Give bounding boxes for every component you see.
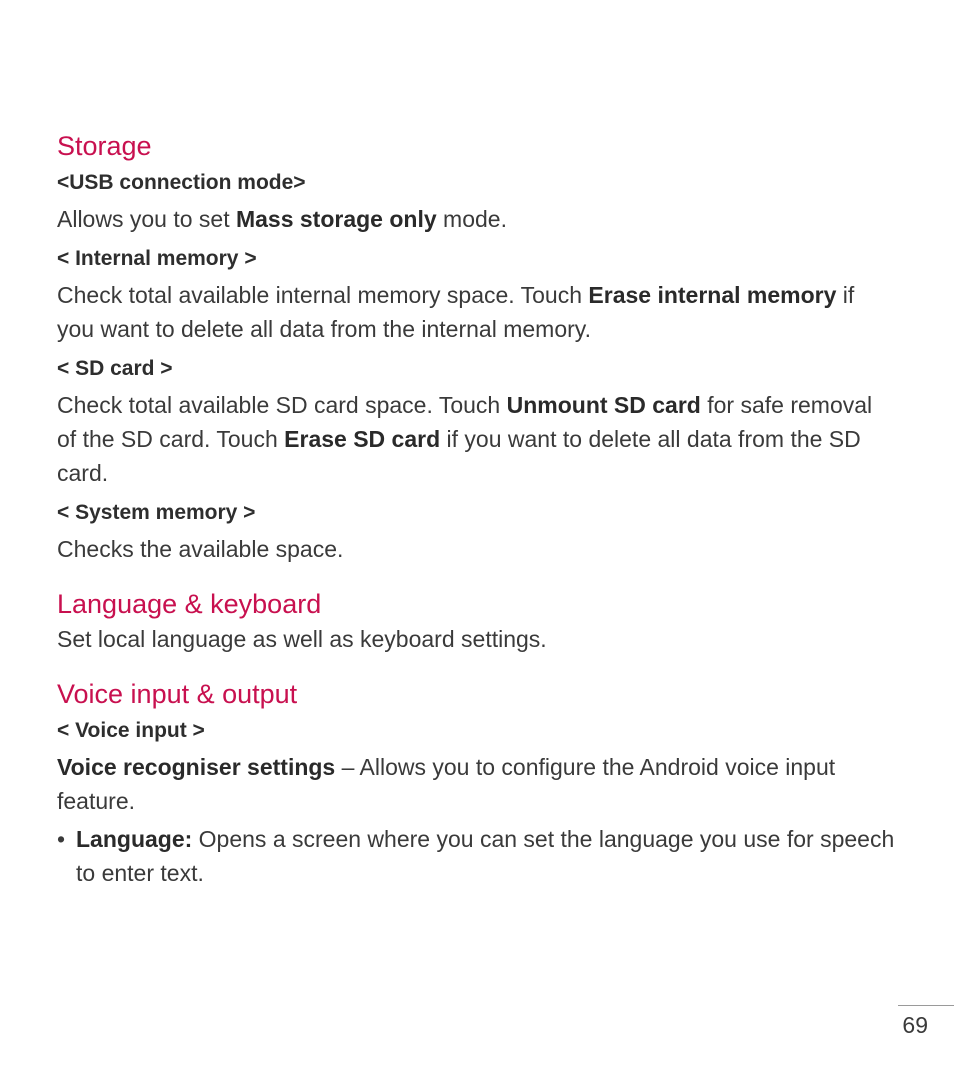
language-bullet-text: Language: Opens a screen where you can set the language you use for speech to enter text. xyxy=(76,826,895,886)
internal-memory-text: Check total available internal memory space. Touch Erase internal memory if you want to delete all data from the internal memory. xyxy=(57,282,855,342)
language-keyboard-title: Language & keyboard xyxy=(57,589,322,619)
manual-page-content xyxy=(57,128,897,890)
language-bullet-item xyxy=(57,822,897,890)
sd-card-heading: < SD card > xyxy=(57,357,173,380)
usb-connection-mode-text: Allows you to set Mass storage only mode. xyxy=(57,206,507,232)
bullet-icon: • xyxy=(57,826,66,852)
storage-title: Storage xyxy=(57,131,152,161)
voice-input-heading: < Voice input > xyxy=(57,719,205,742)
voice-input-output-title: Voice input & output xyxy=(57,679,298,709)
voice-recogniser-text: Voice recogniser settings – Allows you to configure the Android voice input feature. xyxy=(57,754,836,814)
page-number: 69 xyxy=(902,1012,928,1038)
sd-card-text: Check total available SD card space. Touch Unmount SD card for safe removal of the SD card. Touch Erase SD card if you want to delete all data from the SD card. xyxy=(57,392,873,486)
language-keyboard-text: Set local language as well as keyboard settings. xyxy=(57,626,547,652)
page-number-rule xyxy=(898,1005,954,1006)
system-memory-text: Checks the available space. xyxy=(57,536,344,562)
system-memory-heading: < System memory > xyxy=(57,501,256,524)
internal-memory-heading: < Internal memory > xyxy=(57,247,257,270)
usb-connection-mode-heading: <USB connection mode> xyxy=(57,171,306,194)
